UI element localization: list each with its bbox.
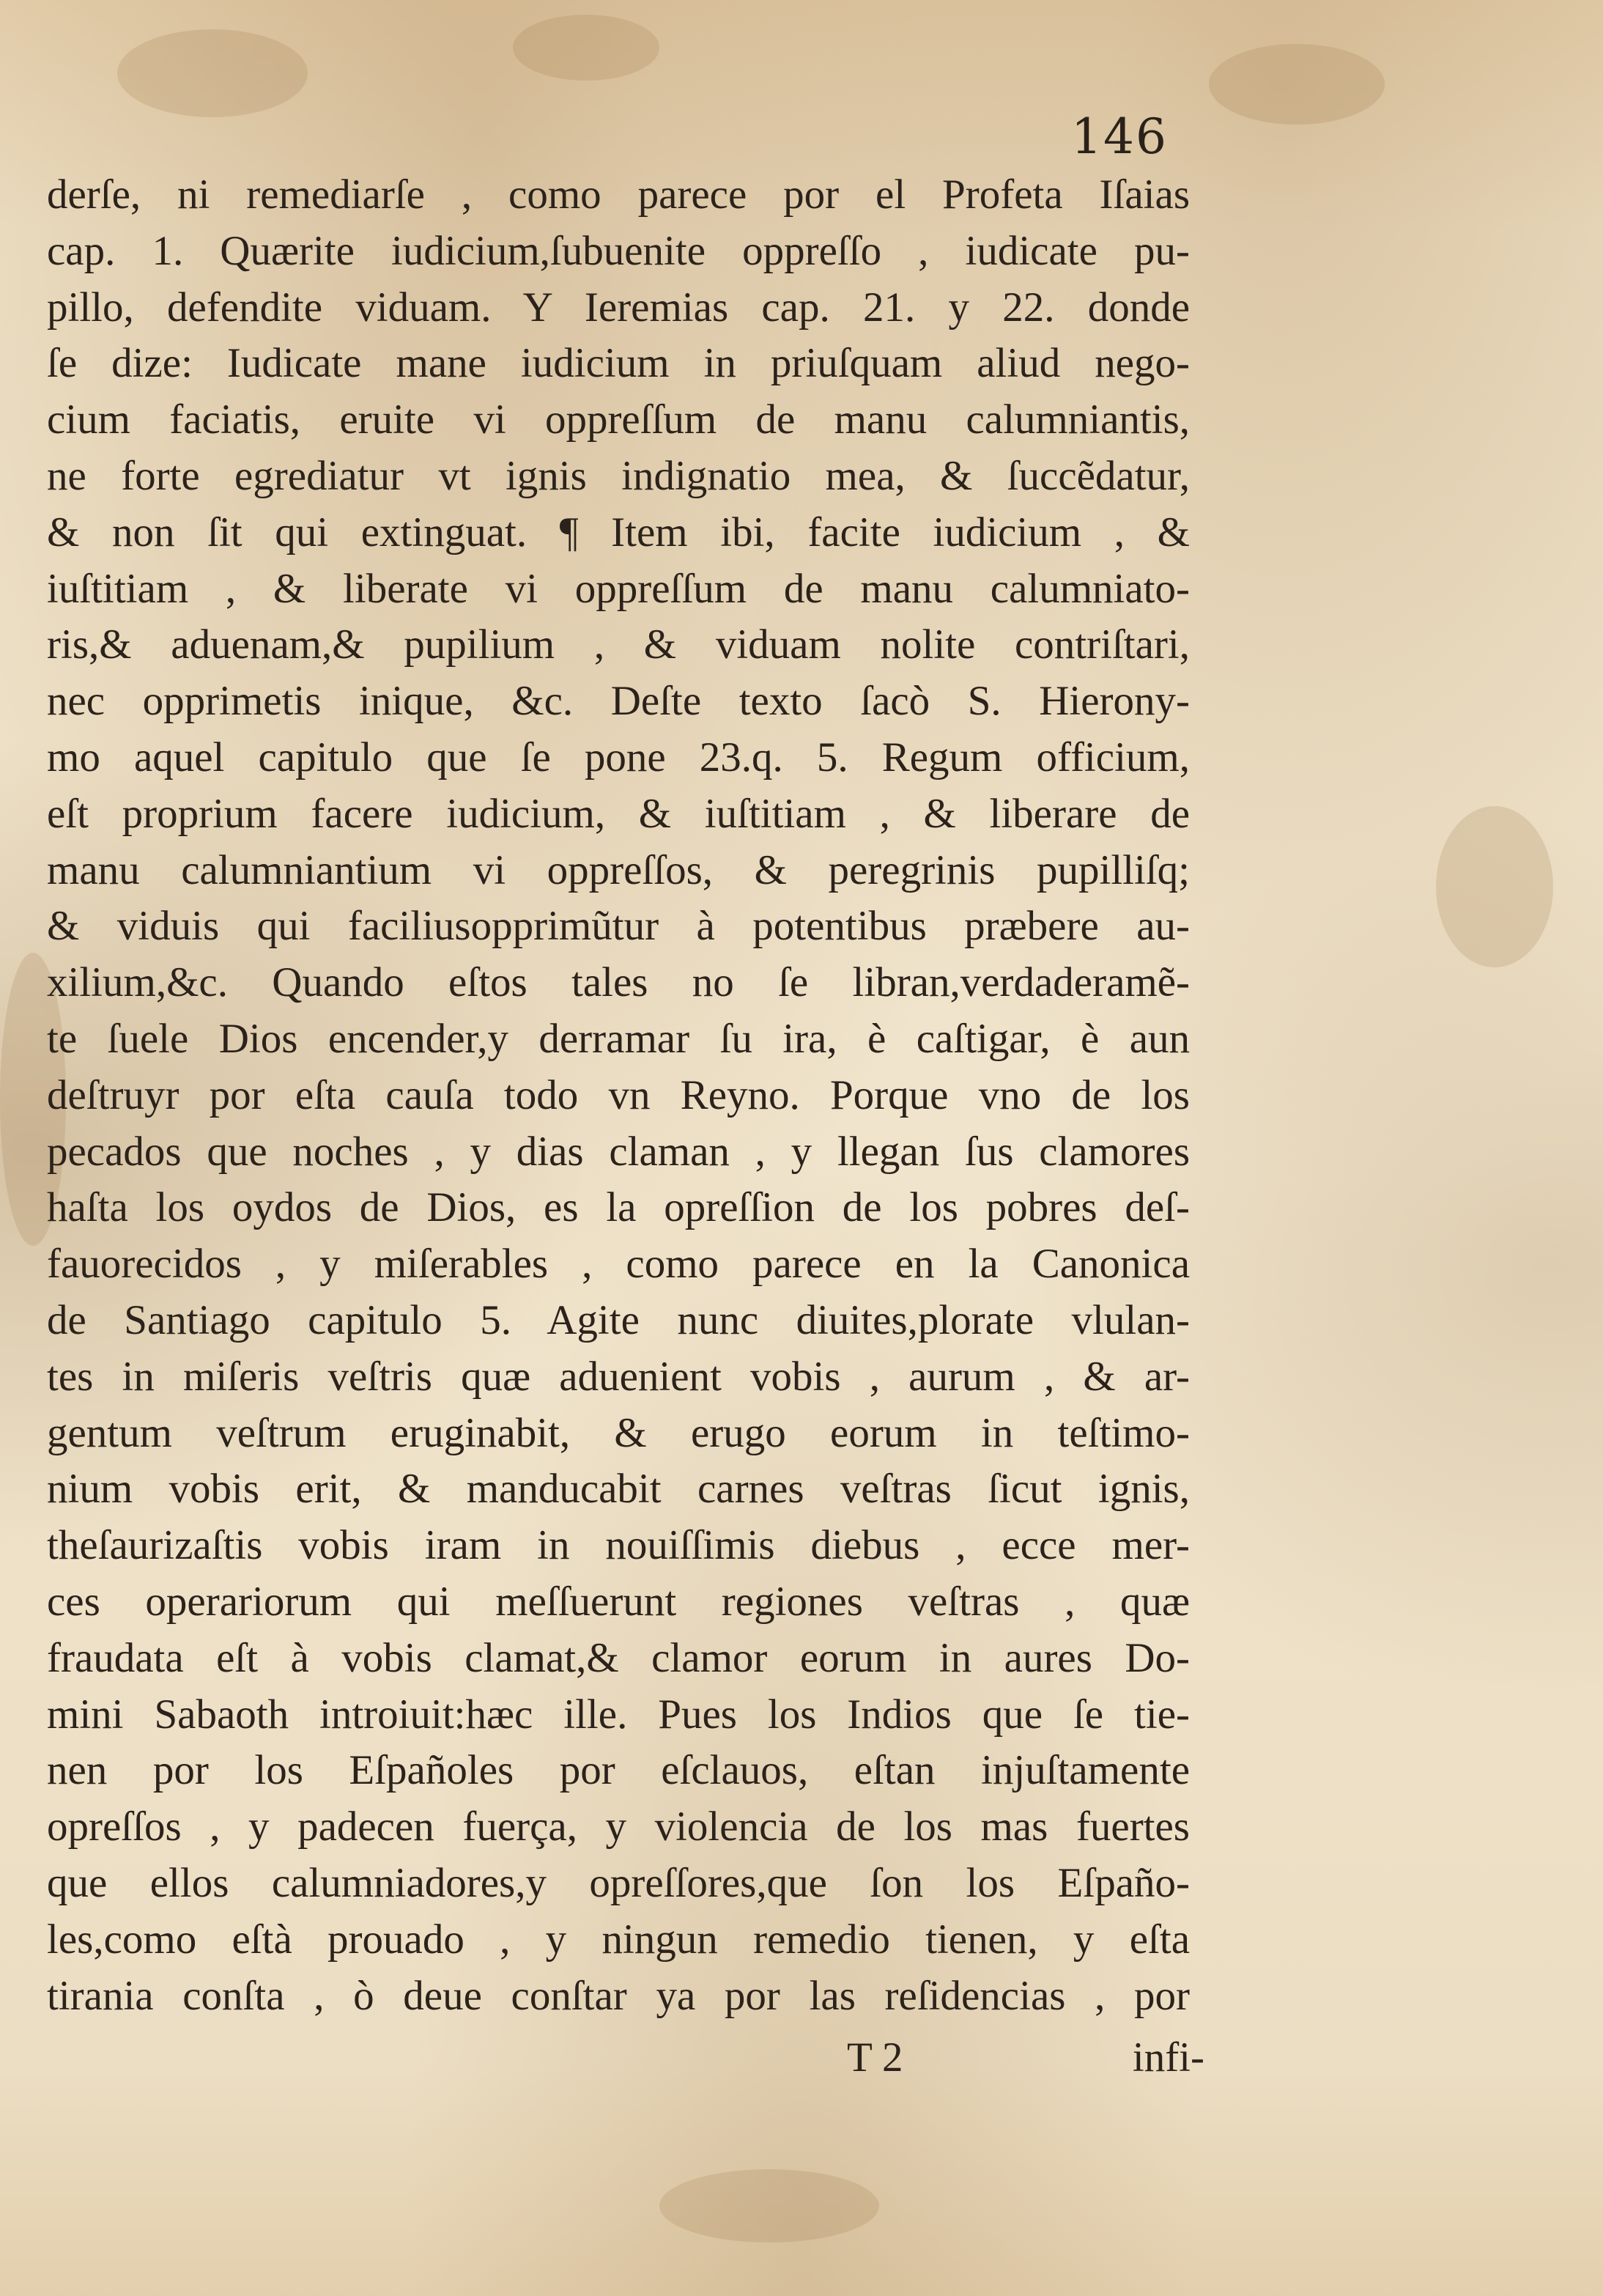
text-line: ſe dize: Iudicate mane iudicium in priuſquam aliud nego- — [47, 340, 1190, 387]
page-number: 146 — [1071, 108, 1168, 165]
text-line: que ellos calumniadores,y opreſſores,que ſon los Eſpaño- — [47, 1859, 1190, 1906]
text-line: cium faciatis, eruite vi oppreſſum de manu calumniantis, — [47, 396, 1190, 443]
text-line: eſt proprium facere iudicium, & iuſtitiam , & liberare de — [47, 790, 1190, 837]
text-line: ne forte egrediatur vt ignis indignatio mea, & ſuccẽdatur, — [47, 452, 1190, 499]
main-text-block — [47, 167, 1190, 2024]
text-line: tes in miſeris veſtris quæ aduenient vobis , aurum , & ar- — [47, 1353, 1190, 1400]
paper-stain — [659, 2169, 879, 2243]
text-line: cap. 1. Quærite iudicium,ſubuenite oppreſſo , iudicate pu- — [47, 227, 1190, 274]
text-line: haſta los oydos de Dios, es la opreſſion de los pobres deſ- — [47, 1184, 1190, 1231]
text-line: pecados que noches , y dias claman , y llegan ſus clamores — [47, 1128, 1190, 1175]
direction-line — [847, 2030, 1204, 2086]
text-line: ris,& aduenam,& pupilium , & viduam nolite contriſtari, — [47, 621, 1190, 668]
text-line: manu calumniantium vi oppreſſos, & peregrinis pupilliſq; — [47, 846, 1190, 893]
paper-stain — [513, 15, 659, 81]
signature-mark: T 2 — [847, 2034, 903, 2081]
text-line: nium vobis erit, & manducabit carnes veſtras ſicut ignis, — [47, 1466, 1190, 1513]
text-line: nec opprimetis inique, &c. Deſte texto ſacò S. Hierony- — [47, 678, 1190, 725]
text-line: les,como eſtà prouado , y ningun remedio tienen, y eſta — [47, 1916, 1190, 1963]
paper-stain — [1209, 44, 1385, 125]
text-line: nen por los Eſpañoles por eſclauos, eſtan injuſtamente — [47, 1747, 1190, 1794]
text-line: pillo, defendite viduam. Y Ieremias cap. 21. y 22. donde — [47, 284, 1190, 331]
text-line: derſe, ni remediarſe , como parece por el Profeta Iſaias — [47, 171, 1190, 218]
paper-stain — [117, 29, 308, 117]
text-line: deſtruyr por eſta cauſa todo vn Reyno. Porque vno de los — [47, 1071, 1190, 1118]
paper-stain — [1436, 806, 1553, 967]
text-line: fauorecidos , y miſerables , como parece en la Canonica — [47, 1241, 1190, 1288]
text-line: xilium,&c. Quando eſtos tales no ſe libran,verdaderamẽ- — [47, 959, 1190, 1006]
text-line: & viduis qui faciliusopprimũtur à potentibus præbere au- — [47, 903, 1190, 950]
text-line: mo aquel capitulo que ſe pone 23.q. 5. Regum officium, — [47, 734, 1190, 780]
text-line: & non ſit qui extinguat. ¶ Item ibi, facite iudicium , & — [47, 509, 1190, 555]
text-line: gentum veſtrum eruginabit, & erugo eorum in teſtimo- — [47, 1409, 1190, 1456]
text-line: de Santiago capitulo 5. Agite nunc diuites,plorate vlulan- — [47, 1296, 1190, 1343]
text-line: iuſtitiam , & liberate vi oppreſſum de manu calumniato- — [47, 565, 1190, 612]
text-line: ces operariorum qui meſſuerunt regiones veſtras , quæ — [47, 1578, 1190, 1625]
text-line: opreſſos , y padecen fuerça, y violencia de los mas fuertes — [47, 1804, 1190, 1850]
text-line: theſaurizaſtis vobis iram in nouiſſimis diebus , ecce mer- — [47, 1522, 1190, 1569]
text-line: te ſuele Dios encender,y derramar ſu ira, è caſtigar, è aun — [47, 1015, 1190, 1062]
catchword: infi- — [1132, 2034, 1204, 2081]
text-line: tirania conſta , ò deue conſtar ya por las reſidencias , por — [47, 1972, 1190, 2019]
text-line: mini Sabaoth introiuit:hæc ille. Pues los Indios que ſe tie- — [47, 1691, 1190, 1738]
text-line: fraudata eſt à vobis clamat,& clamor eorum in aures Do- — [47, 1634, 1190, 1681]
